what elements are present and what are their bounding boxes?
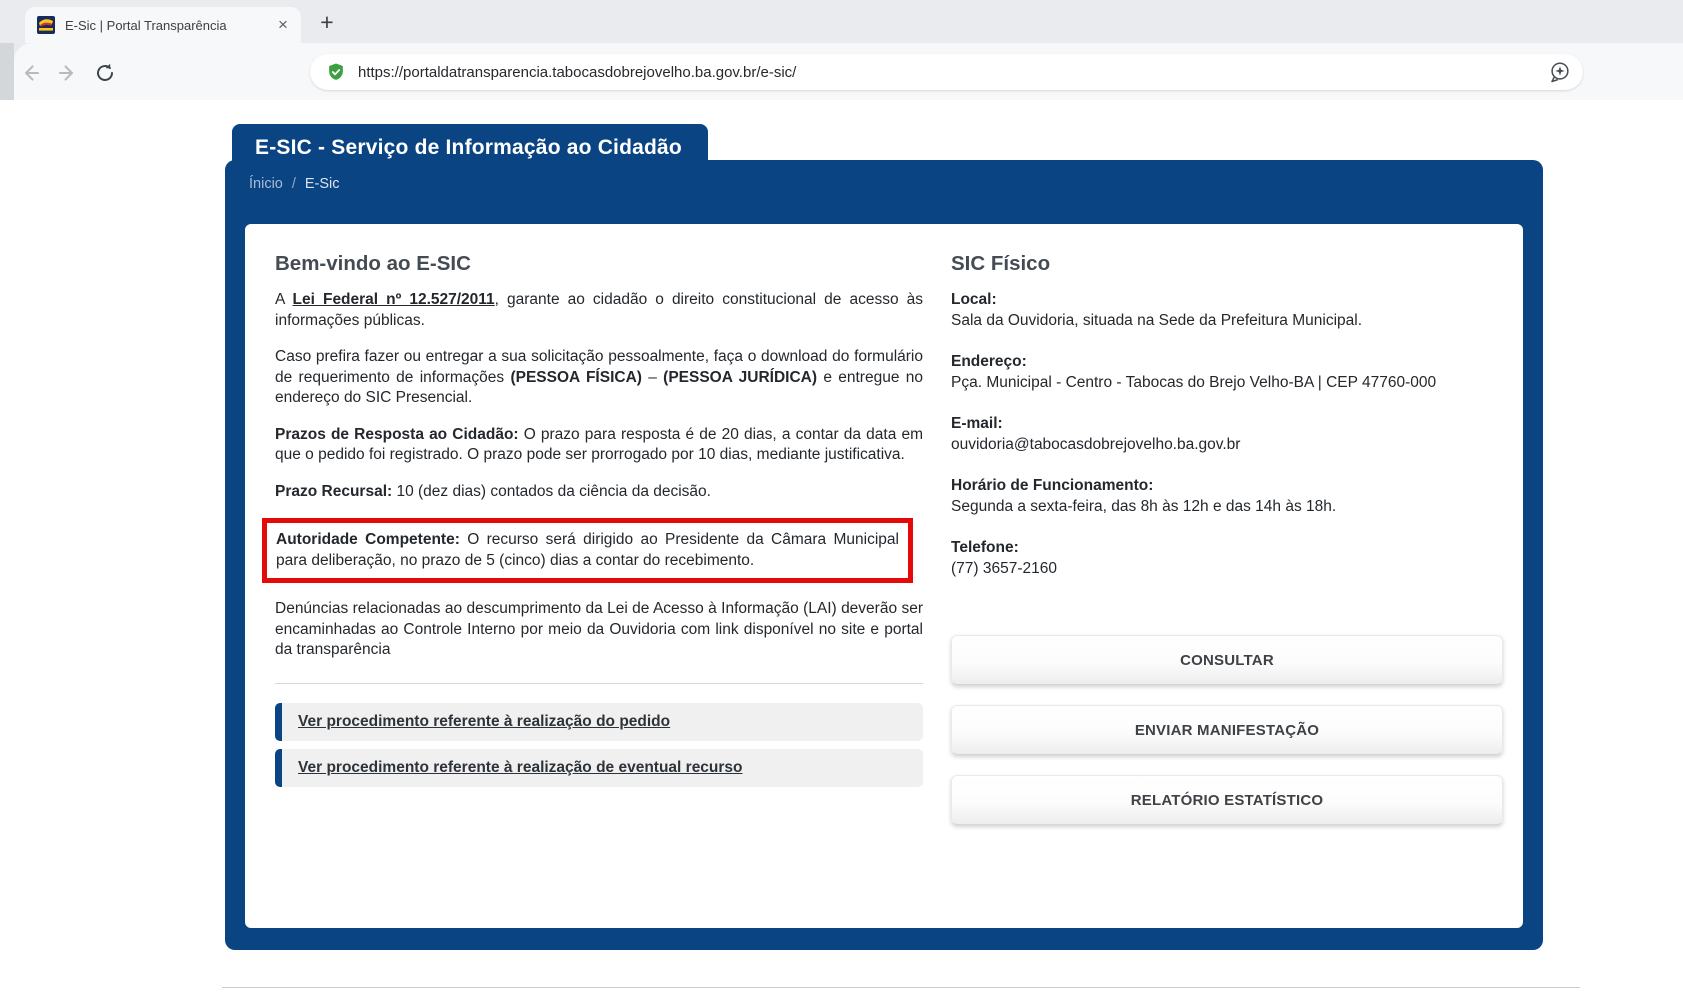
horario-label: Horário de Funcionamento: bbox=[951, 477, 1154, 494]
sic-fisico-section bbox=[951, 246, 1503, 902]
breadcrumb-current: E-Sic bbox=[304, 176, 340, 192]
appeal-deadline-label: Prazo Recursal: bbox=[275, 482, 393, 500]
tab-strip bbox=[0, 0, 1683, 43]
page-content bbox=[0, 100, 1683, 1008]
email-label: E-mail: bbox=[951, 415, 1003, 432]
pessoa-juridica-label: (PESSOA JURÍDICA) bbox=[663, 368, 818, 386]
breadcrumb-separator: / bbox=[291, 176, 296, 192]
response-deadline-text: O prazo para resposta é de 20 dias, a contar da data em que o pedido foi registrado. O prazo pode ser prorrogado por 10 dias, mediante justificativa. bbox=[275, 425, 923, 463]
telefone-value: (77) 3657-2160 bbox=[951, 559, 1057, 577]
in-person-paragraph bbox=[275, 347, 923, 409]
new-tab-button[interactable]: + bbox=[320, 9, 334, 35]
law-paragraph-prefix: A bbox=[275, 291, 293, 308]
law-link[interactable]: Lei Federal nº 12.527/2011 bbox=[292, 291, 495, 308]
field-endereco bbox=[951, 352, 1503, 393]
footer-divider bbox=[222, 987, 1580, 988]
welcome-section bbox=[275, 246, 923, 902]
reload-icon[interactable] bbox=[92, 60, 118, 86]
forward-icon[interactable] bbox=[55, 60, 81, 86]
page-title: E-SIC - Serviço de Informação ao Cidadão bbox=[255, 136, 682, 159]
url-text[interactable]: https://portaldatransparencia.tabocasdobrejovelho.ba.gov.br/e-sic/ bbox=[358, 63, 797, 81]
procedure-request-link[interactable]: Ver procedimento referente à realização do pedido bbox=[298, 712, 671, 730]
competent-authority-paragraph bbox=[276, 530, 899, 571]
browser-tab[interactable] bbox=[25, 7, 301, 43]
email-value: ouvidoria@tabocasdobrejovelho.ba.gov.br bbox=[951, 435, 1241, 453]
back-icon[interactable] bbox=[17, 60, 43, 86]
local-label: Local: bbox=[951, 291, 997, 308]
procedure-request-linkbar[interactable] bbox=[275, 703, 923, 741]
field-telefone bbox=[951, 538, 1503, 579]
address-bar[interactable] bbox=[310, 54, 1583, 90]
response-deadline-paragraph bbox=[275, 425, 923, 466]
field-horario bbox=[951, 476, 1503, 517]
procedure-appeal-linkbar[interactable] bbox=[275, 749, 923, 787]
sic-fisico-heading: SIC Físico bbox=[951, 252, 1051, 275]
relatorio-estatistico-button[interactable]: RELATÓRIO ESTATÍSTICO bbox=[951, 775, 1503, 825]
competent-authority-highlight-box bbox=[262, 518, 913, 583]
law-paragraph-suffix: , garante ao cidadão o direito constitucional de acesso às informações públicas. bbox=[275, 291, 923, 329]
page-title-tab bbox=[232, 124, 708, 172]
section-divider bbox=[275, 683, 923, 684]
field-email bbox=[951, 414, 1503, 455]
esic-panel bbox=[225, 160, 1543, 950]
complaints-paragraph: Denúncias relacionadas ao descumprimento da Lei de Acesso à Informação (LAI) deverão ser encaminhadas ao Controle Interno por meio da Ouvidoria com link disponível no site e portal da transparência bbox=[275, 600, 923, 658]
endereco-value: Pça. Municipal - Centro - Tabocas do Brejo Velho-BA | CEP 47760-000 bbox=[951, 373, 1437, 391]
browser-chrome bbox=[0, 0, 1683, 100]
assistant-sparkle-icon[interactable] bbox=[1548, 61, 1571, 84]
appeal-deadline-text: 10 (dez dias) contados da ciência da decisão. bbox=[392, 482, 711, 500]
competent-authority-label: Autoridade Competente: bbox=[276, 531, 460, 548]
security-shield-icon[interactable] bbox=[326, 62, 346, 82]
enviar-manifestacao-button[interactable]: ENVIAR MANIFESTAÇÃO bbox=[951, 705, 1503, 755]
local-value: Sala da Ouvidoria, situada na Sede da Prefeitura Municipal. bbox=[951, 311, 1362, 329]
pessoa-fisica-label: (PESSOA FÍSICA) bbox=[510, 368, 642, 386]
endereco-label: Endereço: bbox=[951, 353, 1027, 370]
tab-close-icon[interactable]: × bbox=[278, 15, 288, 34]
field-local bbox=[951, 290, 1503, 331]
welcome-heading: Bem-vindo ao E-SIC bbox=[275, 252, 471, 275]
in-person-separator: – bbox=[641, 368, 664, 386]
horario-value: Segunda a sexta-feira, das 8h às 12h e das 14h às 18h. bbox=[951, 497, 1337, 515]
window-edge bbox=[0, 43, 14, 100]
appeal-deadline-paragraph bbox=[275, 482, 923, 503]
response-deadline-label: Prazos de Resposta ao Cidadão: bbox=[275, 425, 519, 443]
breadcrumb-home-link[interactable]: Ínicio bbox=[249, 176, 283, 192]
competent-authority-text: O recurso será dirigido ao Presidente da Câmara Municipal para deliberação, no prazo de 5 (cinco) dias a contar do recebimento. bbox=[276, 531, 899, 569]
tab-title: E-Sic | Portal Transparência bbox=[65, 17, 227, 33]
consultar-button[interactable]: CONSULTAR bbox=[951, 635, 1503, 685]
site-favicon-icon bbox=[37, 16, 55, 34]
in-person-prefix: Caso prefira fazer ou entregar a sua solicitação pessoalmente, faça o download do formulário de requerimento de informações bbox=[275, 348, 923, 386]
action-buttons bbox=[951, 635, 1503, 825]
law-paragraph bbox=[275, 290, 923, 331]
telefone-label: Telefone: bbox=[951, 539, 1019, 556]
in-person-suffix: e entregue no endereço do SIC Presencial. bbox=[275, 368, 923, 406]
procedure-appeal-link[interactable]: Ver procedimento referente à realização de eventual recurso bbox=[298, 758, 743, 776]
content-card bbox=[245, 224, 1523, 928]
